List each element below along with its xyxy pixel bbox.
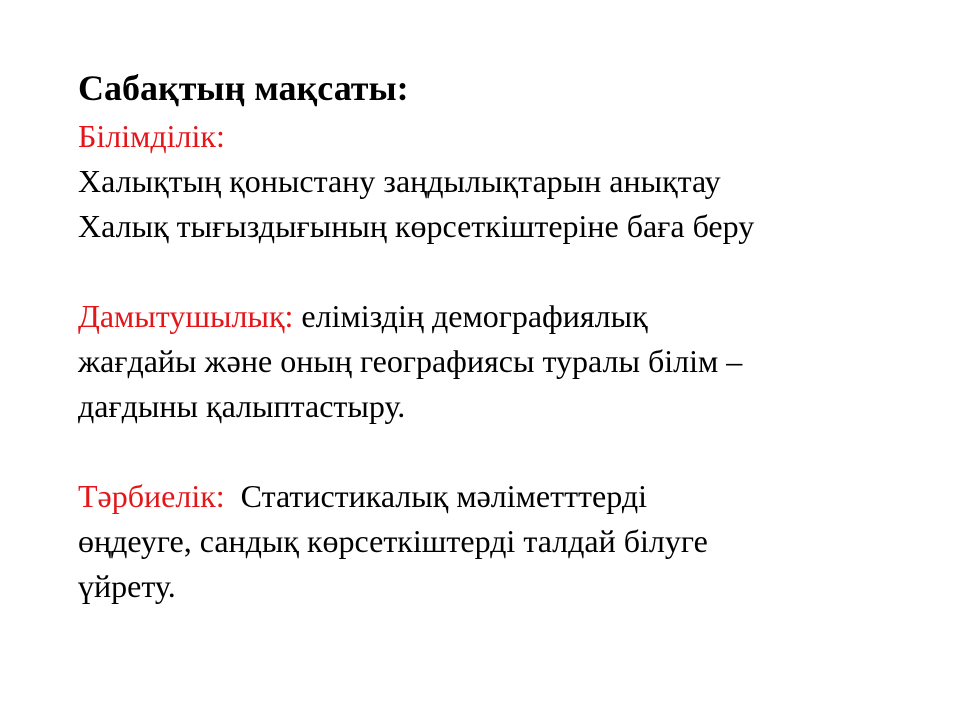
educational-label: Білімділік:: [78, 118, 225, 154]
upbringing-line-2: өңдеуге, сандық көрсеткіштерді талдай білуге: [78, 523, 708, 559]
developmental-label: Дамытушылық:: [78, 298, 294, 334]
upbringing-line-3: үйрету.: [78, 568, 176, 604]
developmental-line-2: жағдайы және оның географиясы туралы білім –: [78, 343, 743, 379]
upbringing-text-first: Статистикалық мәліметттерді: [224, 478, 647, 514]
developmental-text-first: еліміздің демографиялық: [293, 298, 648, 334]
slide-title: Сабақтың мақсаты:: [78, 68, 409, 108]
spacer: [78, 429, 938, 474]
developmental-first-line: [78, 294, 938, 339]
educational-line-1: Халықтың қоныстану заңдылықтарын анықтау: [78, 163, 721, 199]
upbringing-first-line: [78, 474, 938, 519]
developmental-line-3: дағдыны қалыптастыру.: [78, 388, 406, 424]
slide-content: [78, 62, 938, 609]
spacer: [78, 249, 938, 294]
educational-line-2: Халық тығыздығының көрсеткіштеріне баға беру: [78, 208, 755, 244]
upbringing-label: Тәрбиелік:: [78, 478, 225, 514]
